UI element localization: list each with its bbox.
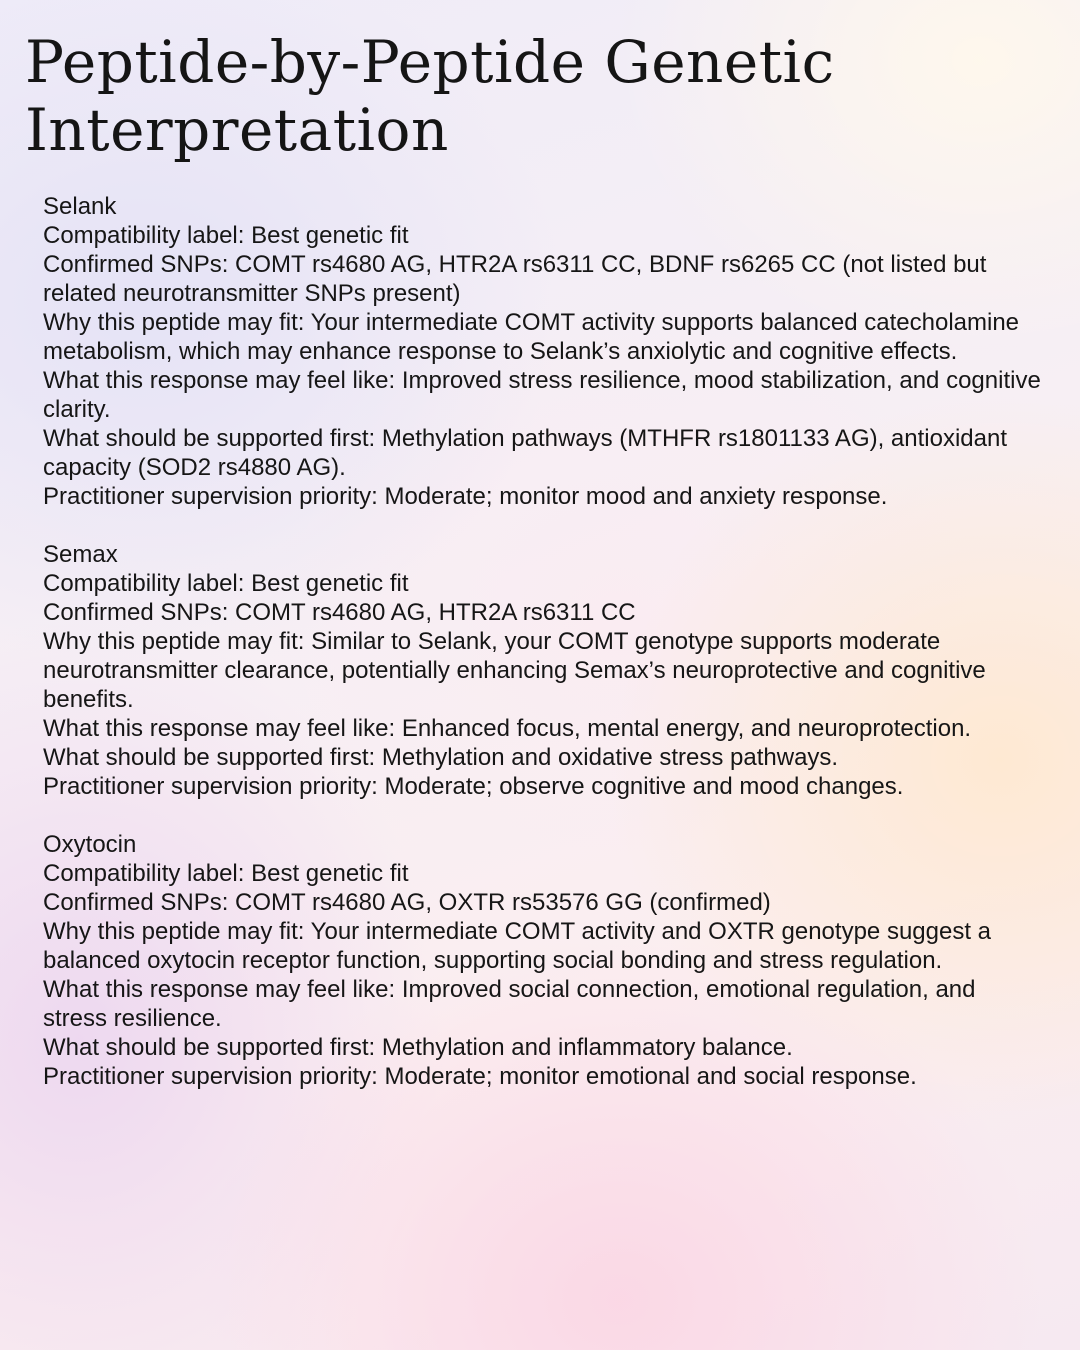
peptide-name: Semax <box>43 541 118 568</box>
supervision-priority: Practitioner supervision priority: Moderate; monitor mood and anxiety response. <box>43 483 888 510</box>
supervision-priority: Practitioner supervision priority: Moderate; monitor emotional and social response. <box>43 1063 917 1090</box>
peptide-section-selank <box>43 192 1043 511</box>
compatibility-label: Compatibility label: Best genetic fit <box>43 570 409 597</box>
supervision-priority: Practitioner supervision priority: Moderate; observe cognitive and mood changes. <box>43 773 904 800</box>
confirmed-snps: Confirmed SNPs: COMT rs4680 AG, OXTR rs53576 GG (confirmed) <box>43 889 771 916</box>
peptide-name: Oxytocin <box>43 831 137 858</box>
peptide-section-oxytocin <box>43 830 1043 1091</box>
response-feel: What this response may feel like: Improved social connection, emotional regulation, and stress resilience. <box>43 976 976 1032</box>
support-first: What should be supported first: Methylation and oxidative stress pathways. <box>43 744 839 771</box>
why-fit: Why this peptide may fit: Similar to Selank, your COMT genotype supports moderate neurotransmitter clearance, potentially enhancing Semax’s neuroprotective and cognitive benefits. <box>43 628 986 713</box>
why-fit: Why this peptide may fit: Your intermediate COMT activity and OXTR genotype suggest a balanced oxytocin receptor function, supporting social bonding and stress regulation. <box>43 918 992 974</box>
peptide-name: Selank <box>43 193 117 220</box>
peptide-section-semax <box>43 540 1043 801</box>
peptide-list <box>43 192 1043 1120</box>
support-first: What should be supported first: Methylation and inflammatory balance. <box>43 1034 793 1061</box>
compatibility-label: Compatibility label: Best genetic fit <box>43 222 409 249</box>
compatibility-label: Compatibility label: Best genetic fit <box>43 860 409 887</box>
page-title: Peptide-by-Peptide Genetic Interpretation <box>25 28 835 164</box>
response-feel: What this response may feel like: Improved stress resilience, mood stabilization, and cognitive clarity. <box>43 367 1041 423</box>
why-fit: Why this peptide may fit: Your intermediate COMT activity supports balanced catecholamine metabolism, which may enhance response to Selank’s anxiolytic and cognitive effects. <box>43 309 1020 365</box>
response-feel: What this response may feel like: Enhanced focus, mental energy, and neuroprotection. <box>43 715 972 742</box>
support-first: What should be supported first: Methylation pathways (MTHFR rs1801133 AG), antioxidant capacity (SOD2 rs4880 AG). <box>43 425 1008 481</box>
confirmed-snps: Confirmed SNPs: COMT rs4680 AG, HTR2A rs6311 CC <box>43 599 636 626</box>
confirmed-snps: Confirmed SNPs: COMT rs4680 AG, HTR2A rs6311 CC, BDNF rs6265 CC (not listed but related neurotransmitter SNPs present) <box>43 251 987 307</box>
